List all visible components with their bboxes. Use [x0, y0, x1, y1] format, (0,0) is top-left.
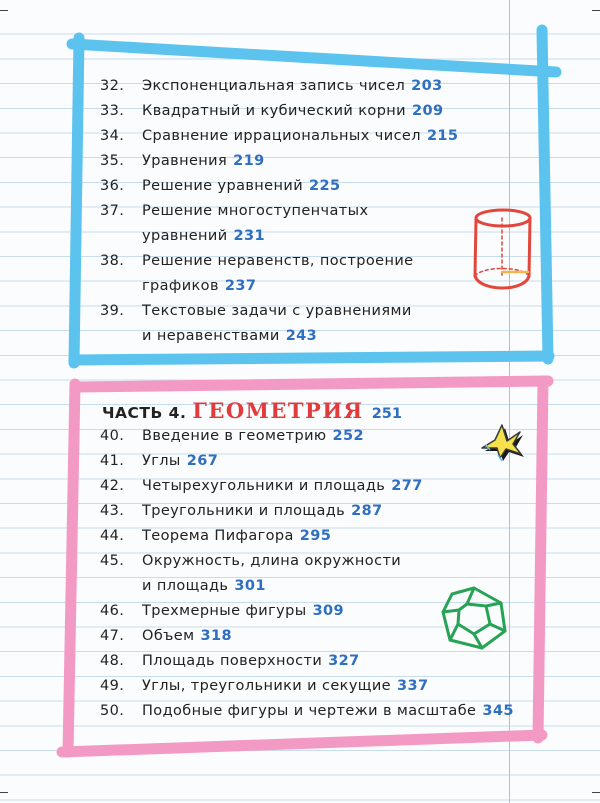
toc-entry[interactable] [100, 653, 360, 677]
entry-page[interactable]: 277 [391, 478, 423, 494]
entry-number: 42. [100, 478, 125, 494]
entry-page[interactable]: 252 [332, 428, 364, 444]
entry-title: Введение в геометрию [142, 428, 327, 444]
entry-number: 36. [100, 178, 125, 194]
entry-title: Подобные фигуры и чертежи в масштабе [142, 703, 477, 719]
toc-entry[interactable] [100, 503, 383, 527]
entry-page[interactable]: 267 [186, 453, 219, 469]
entry-number: 41. [100, 453, 125, 469]
entry-title-continuation: графиков [142, 278, 219, 294]
entry-number: 43. [100, 503, 125, 519]
entry-page[interactable]: 327 [328, 653, 360, 669]
entry-number: 34. [100, 128, 125, 144]
entry-title: Решение уравнений [142, 178, 304, 194]
toc-entry[interactable] [100, 453, 218, 477]
toc-entry[interactable] [100, 528, 331, 552]
toc-entry-continuation[interactable] [142, 278, 256, 302]
entry-title: Объем [142, 628, 195, 644]
entry-title: Решение многоступенчатых [142, 203, 369, 219]
toc-entry[interactable] [100, 303, 412, 327]
toc-entry[interactable] [100, 478, 423, 502]
toc-entry[interactable] [100, 703, 514, 727]
toc-entry[interactable] [100, 128, 458, 152]
toc-entry[interactable] [100, 603, 344, 627]
entry-title-continuation: уравнений [142, 228, 228, 244]
entry-page[interactable]: 318 [200, 628, 232, 644]
entry-page[interactable]: 287 [351, 503, 383, 519]
entry-title: Треугольники и площадь [142, 503, 346, 519]
toc-entry[interactable] [100, 428, 364, 452]
entry-page[interactable]: 345 [482, 703, 514, 719]
entry-number: 50. [100, 703, 125, 719]
toc-entry[interactable] [100, 253, 414, 277]
entry-title-continuation: и неравенствами [142, 328, 280, 344]
entry-page[interactable]: 237 [224, 278, 257, 294]
entry-title: Площадь поверхности [142, 653, 323, 669]
entry-title-continuation: и площадь [142, 578, 229, 594]
entry-page[interactable]: 209 [412, 103, 444, 119]
entry-page[interactable]: 225 [309, 178, 341, 194]
entry-title: Теорема Пифагора [142, 528, 294, 544]
toc-entry[interactable] [100, 678, 428, 702]
entry-title: Углы [142, 453, 181, 469]
entry-number: 47. [100, 628, 125, 644]
part-label: ЧАСТЬ 4. [102, 404, 187, 422]
entry-number: 35. [100, 153, 125, 169]
entry-title: Решение неравенств, построение [142, 253, 414, 269]
entry-page[interactable]: 219 [233, 153, 265, 169]
toc-entry[interactable] [100, 178, 341, 202]
toc-entry[interactable] [100, 628, 232, 652]
entry-title: Трехмерные фигуры [142, 603, 307, 619]
toc-entry-continuation[interactable] [142, 228, 265, 252]
entry-page[interactable]: 295 [299, 528, 332, 544]
entry-number: 48. [100, 653, 125, 669]
toc-entry[interactable] [100, 103, 443, 127]
entry-title: Квадратный и кубический корни [142, 103, 406, 119]
part-page[interactable]: 251 [371, 406, 402, 422]
entry-page[interactable]: 301 [234, 578, 266, 594]
entry-page[interactable]: 203 [411, 78, 443, 94]
entry-page[interactable]: 309 [312, 603, 345, 619]
entry-title: Четырехугольники и площадь [142, 478, 386, 494]
entry-title: Экспоненциальная запись чисел [142, 78, 406, 94]
entry-number: 39. [100, 303, 125, 319]
entry-number: 40. [100, 428, 125, 444]
entry-number: 38. [100, 253, 125, 269]
toc-entry[interactable] [100, 153, 265, 177]
entry-page[interactable]: 243 [285, 328, 318, 344]
toc-entry-continuation[interactable] [142, 328, 317, 352]
part-heading[interactable] [102, 398, 402, 423]
entry-title: Уравнения [142, 153, 228, 169]
entry-number: 44. [100, 528, 125, 544]
entry-number: 49. [100, 678, 125, 694]
entry-number: 46. [100, 603, 125, 619]
entry-title: Сравнение иррациональных чисел [142, 128, 421, 144]
toc-entry[interactable] [100, 553, 401, 577]
entry-title: Углы, треугольники и секущие [142, 678, 392, 694]
entry-title: Окружность, длина окружности [142, 553, 402, 569]
part-title: ГЕОМЕТРИЯ [192, 398, 364, 423]
entry-number: 37. [100, 203, 125, 219]
toc-entry[interactable] [100, 78, 443, 102]
entry-page[interactable]: 231 [233, 228, 266, 244]
entry-page[interactable]: 215 [426, 128, 459, 144]
entry-number: 33. [100, 103, 125, 119]
toc-entry-continuation[interactable] [142, 578, 266, 602]
entry-title: Текстовые задачи с уравнениями [142, 303, 412, 319]
entry-number: 32. [100, 78, 125, 94]
entry-number: 45. [100, 553, 125, 569]
entry-page[interactable]: 337 [397, 678, 429, 694]
toc-entry[interactable] [100, 203, 368, 227]
